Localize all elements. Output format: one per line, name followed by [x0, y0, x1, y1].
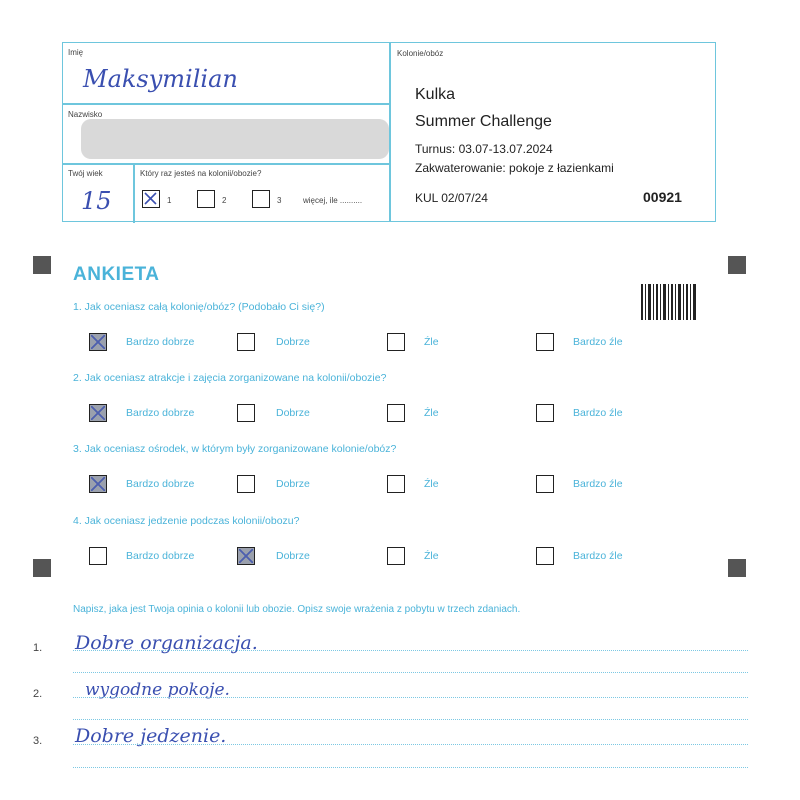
imie-value[interactable]: Maksymilian — [83, 65, 238, 93]
answer-checkbox[interactable] — [237, 475, 255, 493]
answer-checkbox[interactable] — [89, 404, 107, 422]
answer-option-label: Bardzo źle — [573, 550, 623, 562]
answer-checkbox[interactable] — [89, 547, 107, 565]
answer-option-label: Bardzo dobrze — [126, 478, 195, 490]
ktory-raz-checkbox-3[interactable] — [252, 190, 270, 208]
answer-option-label: Bardzo źle — [573, 407, 623, 419]
divider — [63, 163, 389, 165]
answer-line — [73, 650, 748, 651]
answer-number: 1. — [33, 642, 43, 654]
turnus: Turnus: 03.07-13.07.2024 — [415, 142, 553, 156]
corner-marker — [728, 559, 746, 577]
opinion-prompt: Napisz, jaka jest Twoja opinia o kolonii lub obozie. Opisz swoje wrażenia z pobytu w trzech zdaniach. — [73, 604, 521, 615]
answer-text[interactable]: Dobre jedzenie. — [75, 725, 227, 747]
header-form — [62, 42, 716, 222]
answer-checkbox[interactable] — [387, 404, 405, 422]
answer-checkbox[interactable] — [237, 333, 255, 351]
corner-marker — [33, 559, 51, 577]
answer-option-label: Bardzo dobrze — [126, 550, 195, 562]
answer-option-label: Dobrze — [276, 336, 310, 348]
question-text: 2. Jak oceniasz atrakcje i zajęcia zorganizowane na kolonii/obozie? — [73, 372, 387, 384]
answer-option-label: Źle — [424, 407, 439, 419]
answer-number: 2. — [33, 688, 43, 700]
ktory-raz-label-1: 1 — [167, 196, 172, 205]
corner-marker — [728, 256, 746, 274]
answer-line — [73, 744, 748, 745]
corner-marker — [33, 256, 51, 274]
answer-number: 3. — [33, 735, 43, 747]
wiecej-label: więcej, ile .......... — [303, 196, 363, 205]
ktory-raz-checkbox-1[interactable] — [142, 190, 160, 208]
divider — [133, 163, 135, 223]
nazwisko-redacted — [81, 119, 389, 159]
answer-checkbox[interactable] — [237, 404, 255, 422]
kolonie-label: Kolonie/obóz — [397, 49, 444, 58]
wiek-value[interactable]: 15 — [81, 187, 112, 215]
answer-line — [73, 767, 748, 768]
divider — [63, 103, 389, 105]
answer-option-label: Bardzo dobrze — [126, 407, 195, 419]
answer-option-label: Źle — [424, 478, 439, 490]
answer-option-label: Dobrze — [276, 478, 310, 490]
answer-checkbox[interactable] — [89, 333, 107, 351]
answer-checkbox[interactable] — [387, 475, 405, 493]
answer-line — [73, 719, 748, 720]
question-text: 4. Jak oceniasz jedzenie podczas kolonii/obozu? — [73, 515, 300, 527]
x-mark-icon — [143, 191, 158, 206]
camp-program: Summer Challenge — [415, 113, 552, 130]
ktory-raz-label-3: 3 — [277, 196, 282, 205]
form-number: 00921 — [643, 189, 682, 205]
answer-option-label: Źle — [424, 336, 439, 348]
camp-code: KUL 02/07/24 — [415, 191, 488, 205]
answer-option-label: Bardzo dobrze — [126, 336, 195, 348]
answer-option-label: Źle — [424, 550, 439, 562]
survey-title: ANKIETA — [73, 264, 160, 285]
question-text: 3. Jak oceniasz ośrodek, w którym były zorganizowane kolonie/obóz? — [73, 443, 397, 455]
answer-text[interactable]: wygodne pokoje. — [85, 680, 230, 700]
answer-option-label: Bardzo źle — [573, 336, 623, 348]
answer-option-label: Dobrze — [276, 407, 310, 419]
nazwisko-label: Nazwisko — [68, 110, 103, 119]
ktory-raz-label: Który raz jesteś na kolonii/obozie? — [140, 169, 262, 178]
barcode-icon — [641, 284, 697, 320]
answer-checkbox[interactable] — [237, 547, 255, 565]
question-text: 1. Jak oceniasz całą kolonię/obóz? (Podobało Ci się?) — [73, 301, 325, 313]
zakwaterowanie: Zakwaterowanie: pokoje z łazienkami — [415, 161, 614, 175]
answer-option-label: Bardzo źle — [573, 478, 623, 490]
wiek-label: Twój wiek — [68, 169, 103, 178]
answer-checkbox[interactable] — [536, 404, 554, 422]
answer-checkbox[interactable] — [536, 333, 554, 351]
answer-line — [73, 697, 748, 698]
answer-checkbox[interactable] — [387, 547, 405, 565]
camp-name: Kulka — [415, 86, 456, 103]
ktory-raz-checkbox-2[interactable] — [197, 190, 215, 208]
ktory-raz-label-2: 2 — [222, 196, 227, 205]
divider — [389, 43, 391, 221]
answer-text[interactable]: Dobre organizacja. — [75, 632, 258, 654]
answer-line — [73, 672, 748, 673]
answer-checkbox[interactable] — [89, 475, 107, 493]
answer-checkbox[interactable] — [536, 475, 554, 493]
imie-label: Imię — [68, 48, 84, 57]
answer-checkbox[interactable] — [536, 547, 554, 565]
answer-checkbox[interactable] — [387, 333, 405, 351]
answer-option-label: Dobrze — [276, 550, 310, 562]
